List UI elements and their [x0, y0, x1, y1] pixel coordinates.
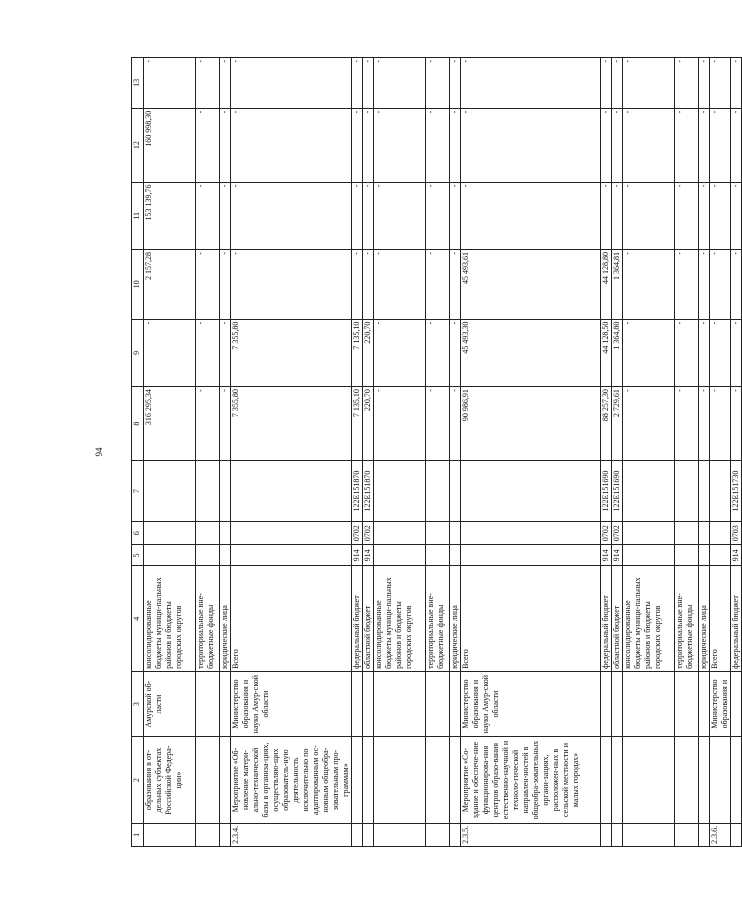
table-cell: [144, 522, 196, 545]
table-cell: -: [196, 319, 220, 387]
table-cell: [220, 671, 231, 736]
table-cell: Всего: [231, 566, 352, 671]
column-header: 8: [132, 387, 144, 461]
table-cell: -: [450, 250, 461, 320]
table-cell: -: [374, 58, 426, 109]
table-row: [231, 58, 352, 847]
table-row: [612, 58, 623, 847]
table-cell: [699, 823, 710, 846]
column-header: 11: [132, 182, 144, 250]
column-header: 9: [132, 319, 144, 387]
table-cell: [220, 545, 231, 566]
table-cell: [623, 545, 675, 566]
table-cell: [623, 671, 675, 736]
table-cell: [675, 460, 699, 521]
table-cell: [675, 522, 699, 545]
table-cell: -: [623, 319, 675, 387]
table-cell: консолидированные бюджеты муници-пальных районов и бюджеты городских округов: [144, 566, 196, 671]
table-cell: [352, 671, 363, 736]
table-cell: [231, 545, 352, 566]
table-cell: юридические лица: [699, 566, 710, 671]
table-cell: [352, 823, 363, 846]
table-cell: 7 355,80: [231, 387, 352, 461]
column-header: 1: [132, 823, 144, 846]
table-cell: -: [196, 108, 220, 182]
table-cell: -: [220, 182, 231, 250]
table-cell: -: [731, 108, 742, 182]
table-row: [426, 58, 450, 847]
table-cell: [731, 823, 742, 846]
table-cell: 153 139,76: [144, 182, 196, 250]
table-cell: областной бюджет: [612, 566, 623, 671]
table-cell: 160 998,30: [144, 108, 196, 182]
table-cell: [352, 737, 363, 823]
table-cell: 7 135,10: [352, 319, 363, 387]
table-cell: [450, 545, 461, 566]
table-cell: [699, 671, 710, 736]
table-cell: 122E151690: [612, 460, 623, 521]
table-cell: [426, 545, 450, 566]
table-cell: 122E151870: [363, 460, 374, 521]
table-cell: 914: [612, 545, 623, 566]
table-row: [363, 58, 374, 847]
table-cell: Министерство образования и: [710, 671, 731, 736]
table-cell: 914: [363, 545, 374, 566]
table-cell: [144, 823, 196, 846]
table-cell: -: [461, 58, 601, 109]
column-header: 4: [132, 566, 144, 671]
table-cell: -: [601, 108, 612, 182]
table-cell: 122E151730: [731, 460, 742, 521]
table-row: [601, 58, 612, 847]
table-cell: Всего: [710, 566, 731, 671]
table-cell: [196, 460, 220, 521]
column-header: 2: [132, 737, 144, 823]
table-cell: 220,70: [363, 387, 374, 461]
table-cell: 0702: [352, 522, 363, 545]
table-cell: [710, 545, 731, 566]
column-header: 3: [132, 671, 144, 736]
table-cell: 0703: [731, 522, 742, 545]
table-cell: образования в от-дельных субъектах Российской Федера-ции»: [144, 737, 196, 823]
table-cell: -: [220, 58, 231, 109]
table-cell: [196, 823, 220, 846]
column-header: 10: [132, 250, 144, 320]
table-cell: -: [623, 58, 675, 109]
table-cell: [363, 823, 374, 846]
table-cell: -: [731, 250, 742, 320]
table-cell: 44 128,80: [601, 250, 612, 320]
table-cell: -: [623, 182, 675, 250]
table-cell: [220, 737, 231, 823]
table-row: [699, 58, 710, 847]
table-cell: [144, 460, 196, 521]
table-cell: консолидированные бюджеты муници-пальных районов и бюджеты городских округов: [374, 566, 426, 671]
table-cell: -: [731, 387, 742, 461]
table-cell: [710, 737, 731, 823]
table-cell: -: [352, 182, 363, 250]
table-cell: [374, 671, 426, 736]
table-cell: [623, 737, 675, 823]
table-cell: [450, 823, 461, 846]
table-cell: 316 295,34: [144, 387, 196, 461]
table-cell: -: [220, 250, 231, 320]
table-cell: консолидированные бюджеты муници-пальных районов и бюджеты городских округов: [623, 566, 675, 671]
table-row: [731, 58, 742, 847]
table-cell: Амурской об-ласти: [144, 671, 196, 736]
table-cell: [426, 460, 450, 521]
table-cell: [675, 545, 699, 566]
table-cell: -: [675, 319, 699, 387]
table-cell: [363, 671, 374, 736]
table-cell: -: [426, 387, 450, 461]
table-cell: [623, 460, 675, 521]
table-cell: -: [623, 387, 675, 461]
table-cell: -: [450, 319, 461, 387]
table-cell: [675, 671, 699, 736]
table-cell: [612, 671, 623, 736]
table-cell: юридические лица: [450, 566, 461, 671]
table-cell: [374, 522, 426, 545]
table-cell: 914: [601, 545, 612, 566]
table-cell: -: [450, 387, 461, 461]
table-cell: [461, 460, 601, 521]
table-cell: -: [450, 182, 461, 250]
table-cell: [699, 737, 710, 823]
table-cell: [710, 522, 731, 545]
table-cell: 2.3.5.: [461, 823, 601, 846]
table-cell: [144, 545, 196, 566]
page-number: 94: [94, 447, 104, 457]
column-header: 12: [132, 108, 144, 182]
table-cell: 2 729,61: [612, 387, 623, 461]
table-cell: 2.3.4.: [231, 823, 352, 846]
table-cell: [220, 460, 231, 521]
table-cell: -: [710, 319, 731, 387]
table-cell: -: [699, 58, 710, 109]
table-cell: -: [601, 182, 612, 250]
table-cell: [220, 522, 231, 545]
table-cell: территориальные вне-бюджетные фонды: [675, 566, 699, 671]
table-cell: Всего: [461, 566, 601, 671]
table-cell: -: [699, 387, 710, 461]
table-cell: областной бюджет: [363, 566, 374, 671]
table-cell: -: [231, 182, 352, 250]
table-cell: Мероприятие «Об-новление матери-ально-технической базы в организа-циях, осуществляю-щих образователь-ную деятельность исключительно по адаптированным ос-новным общеобра-зовательным про-граммам»: [231, 737, 352, 823]
table-cell: -: [675, 182, 699, 250]
table-cell: -: [612, 108, 623, 182]
table-cell: 0702: [601, 522, 612, 545]
table-cell: -: [699, 319, 710, 387]
table-cell: 90 986,91: [461, 387, 601, 461]
table-cell: [450, 737, 461, 823]
table-cell: -: [196, 250, 220, 320]
table-cell: [374, 545, 426, 566]
table-cell: 0702: [363, 522, 374, 545]
table-cell: -: [623, 108, 675, 182]
column-header: 7: [132, 460, 144, 521]
table-cell: [220, 823, 231, 846]
rotated-table-container: [131, 57, 740, 847]
table-cell: юридические лица: [220, 566, 231, 671]
table-cell: -: [426, 182, 450, 250]
header-row: [132, 58, 144, 847]
column-header: 6: [132, 522, 144, 545]
table-row: [623, 58, 675, 847]
table-cell: [601, 737, 612, 823]
table-cell: [231, 460, 352, 521]
table-row: [450, 58, 461, 847]
table-cell: -: [363, 108, 374, 182]
table-cell: [731, 671, 742, 736]
table-cell: 914: [731, 545, 742, 566]
table-cell: [675, 737, 699, 823]
table-row: [196, 58, 220, 847]
table-cell: -: [675, 108, 699, 182]
table-cell: -: [144, 319, 196, 387]
table-cell: [699, 460, 710, 521]
table-cell: [699, 522, 710, 545]
table-cell: [196, 545, 220, 566]
table-cell: [426, 823, 450, 846]
table-cell: -: [363, 250, 374, 320]
table-cell: -: [220, 387, 231, 461]
table-cell: 2 157,28: [144, 250, 196, 320]
table-cell: -: [731, 58, 742, 109]
table-cell: -: [675, 250, 699, 320]
table-cell: -: [450, 58, 461, 109]
table-cell: [196, 522, 220, 545]
table-cell: -: [363, 182, 374, 250]
table-cell: [450, 671, 461, 736]
table-cell: -: [710, 58, 731, 109]
table-cell: [363, 737, 374, 823]
table-cell: 7 135,10: [352, 387, 363, 461]
table-cell: -: [601, 58, 612, 109]
table-cell: 0702: [612, 522, 623, 545]
table-cell: [374, 737, 426, 823]
table-cell: -: [710, 182, 731, 250]
table-cell: -: [231, 108, 352, 182]
table-row: [144, 58, 196, 847]
table-cell: -: [710, 250, 731, 320]
table-cell: -: [699, 108, 710, 182]
table-cell: [699, 545, 710, 566]
table-cell: -: [374, 108, 426, 182]
table-cell: [601, 671, 612, 736]
table-cell: -: [426, 319, 450, 387]
table-cell: -: [731, 319, 742, 387]
table-cell: 45 493,30: [461, 319, 601, 387]
table-cell: -: [426, 250, 450, 320]
table-cell: -: [374, 319, 426, 387]
table-cell: -: [352, 250, 363, 320]
table-cell: [623, 823, 675, 846]
table-cell: [601, 823, 612, 846]
table-cell: -: [731, 182, 742, 250]
table-cell: [426, 671, 450, 736]
table-cell: -: [196, 387, 220, 461]
table-cell: [450, 522, 461, 545]
table-cell: 914: [352, 545, 363, 566]
table-cell: 1 364,80: [612, 319, 623, 387]
table-cell: [196, 737, 220, 823]
table-row: [220, 58, 231, 847]
table-row: [374, 58, 426, 847]
table-cell: -: [231, 250, 352, 320]
table-cell: -: [220, 108, 231, 182]
table-cell: -: [196, 58, 220, 109]
table-cell: -: [612, 182, 623, 250]
table-cell: -: [374, 182, 426, 250]
table-row: [675, 58, 699, 847]
table-cell: [461, 545, 601, 566]
table-cell: [374, 460, 426, 521]
table-cell: -: [461, 108, 601, 182]
table-cell: [675, 823, 699, 846]
table-cell: федеральный бюджет: [731, 566, 742, 671]
table-cell: [461, 522, 601, 545]
budget-table: [131, 57, 742, 847]
table-cell: -: [675, 58, 699, 109]
table-cell: 45 493,61: [461, 250, 601, 320]
table-cell: [450, 460, 461, 521]
table-cell: -: [352, 108, 363, 182]
table-cell: федеральный бюджет: [352, 566, 363, 671]
table-cell: федеральный бюджет: [601, 566, 612, 671]
table-cell: -: [352, 58, 363, 109]
table-cell: -: [196, 182, 220, 250]
table-cell: территориальные вне-бюджетные фонды: [196, 566, 220, 671]
table-cell: -: [612, 58, 623, 109]
table-cell: 88 257,30: [601, 387, 612, 461]
table-cell: [426, 522, 450, 545]
table-cell: 2.3.6.: [710, 823, 731, 846]
column-header: 5: [132, 545, 144, 566]
table-cell: -: [450, 108, 461, 182]
table-cell: территориальные вне-бюджетные фонды: [426, 566, 450, 671]
column-header: 13: [132, 58, 144, 109]
table-cell: Министерство образования и науки Амур-ской области: [231, 671, 352, 736]
table-row: [710, 58, 731, 847]
table-cell: -: [374, 250, 426, 320]
table-cell: -: [374, 387, 426, 461]
table-cell: [612, 823, 623, 846]
table-cell: 7 355,80: [231, 319, 352, 387]
table-cell: -: [710, 108, 731, 182]
table-cell: -: [231, 58, 352, 109]
table-cell: -: [144, 58, 196, 109]
table-cell: [196, 671, 220, 736]
table-cell: [731, 737, 742, 823]
table-cell: 1 364,81: [612, 250, 623, 320]
table-cell: 122E151690: [601, 460, 612, 521]
table-cell: -: [710, 387, 731, 461]
table-cell: 44 128,50: [601, 319, 612, 387]
table-cell: Министерство образования и науки Амур-ской области: [461, 671, 601, 736]
table-cell: 220,70: [363, 319, 374, 387]
table-cell: [612, 737, 623, 823]
table-cell: -: [461, 182, 601, 250]
table-cell: [374, 823, 426, 846]
table-row: [461, 58, 601, 847]
table-cell: -: [220, 319, 231, 387]
table-cell: -: [623, 250, 675, 320]
table-cell: 122E151870: [352, 460, 363, 521]
table-row: [352, 58, 363, 847]
table-cell: -: [675, 387, 699, 461]
table-cell: [623, 522, 675, 545]
table-cell: [426, 737, 450, 823]
table-cell: Мероприятие «Со-здание и обеспече-ние функционирова-ния центров образо-вания естественно-научной и техноло-гической направлен-ностей в общеобра-зовательных органи-зациях, расположен-ных в сельской местности и малых городах»: [461, 737, 601, 823]
table-cell: [710, 460, 731, 521]
table-cell: -: [699, 182, 710, 250]
table-cell: -: [699, 250, 710, 320]
table-cell: -: [363, 58, 374, 109]
table-cell: -: [426, 108, 450, 182]
table-cell: -: [426, 58, 450, 109]
table-cell: [231, 522, 352, 545]
